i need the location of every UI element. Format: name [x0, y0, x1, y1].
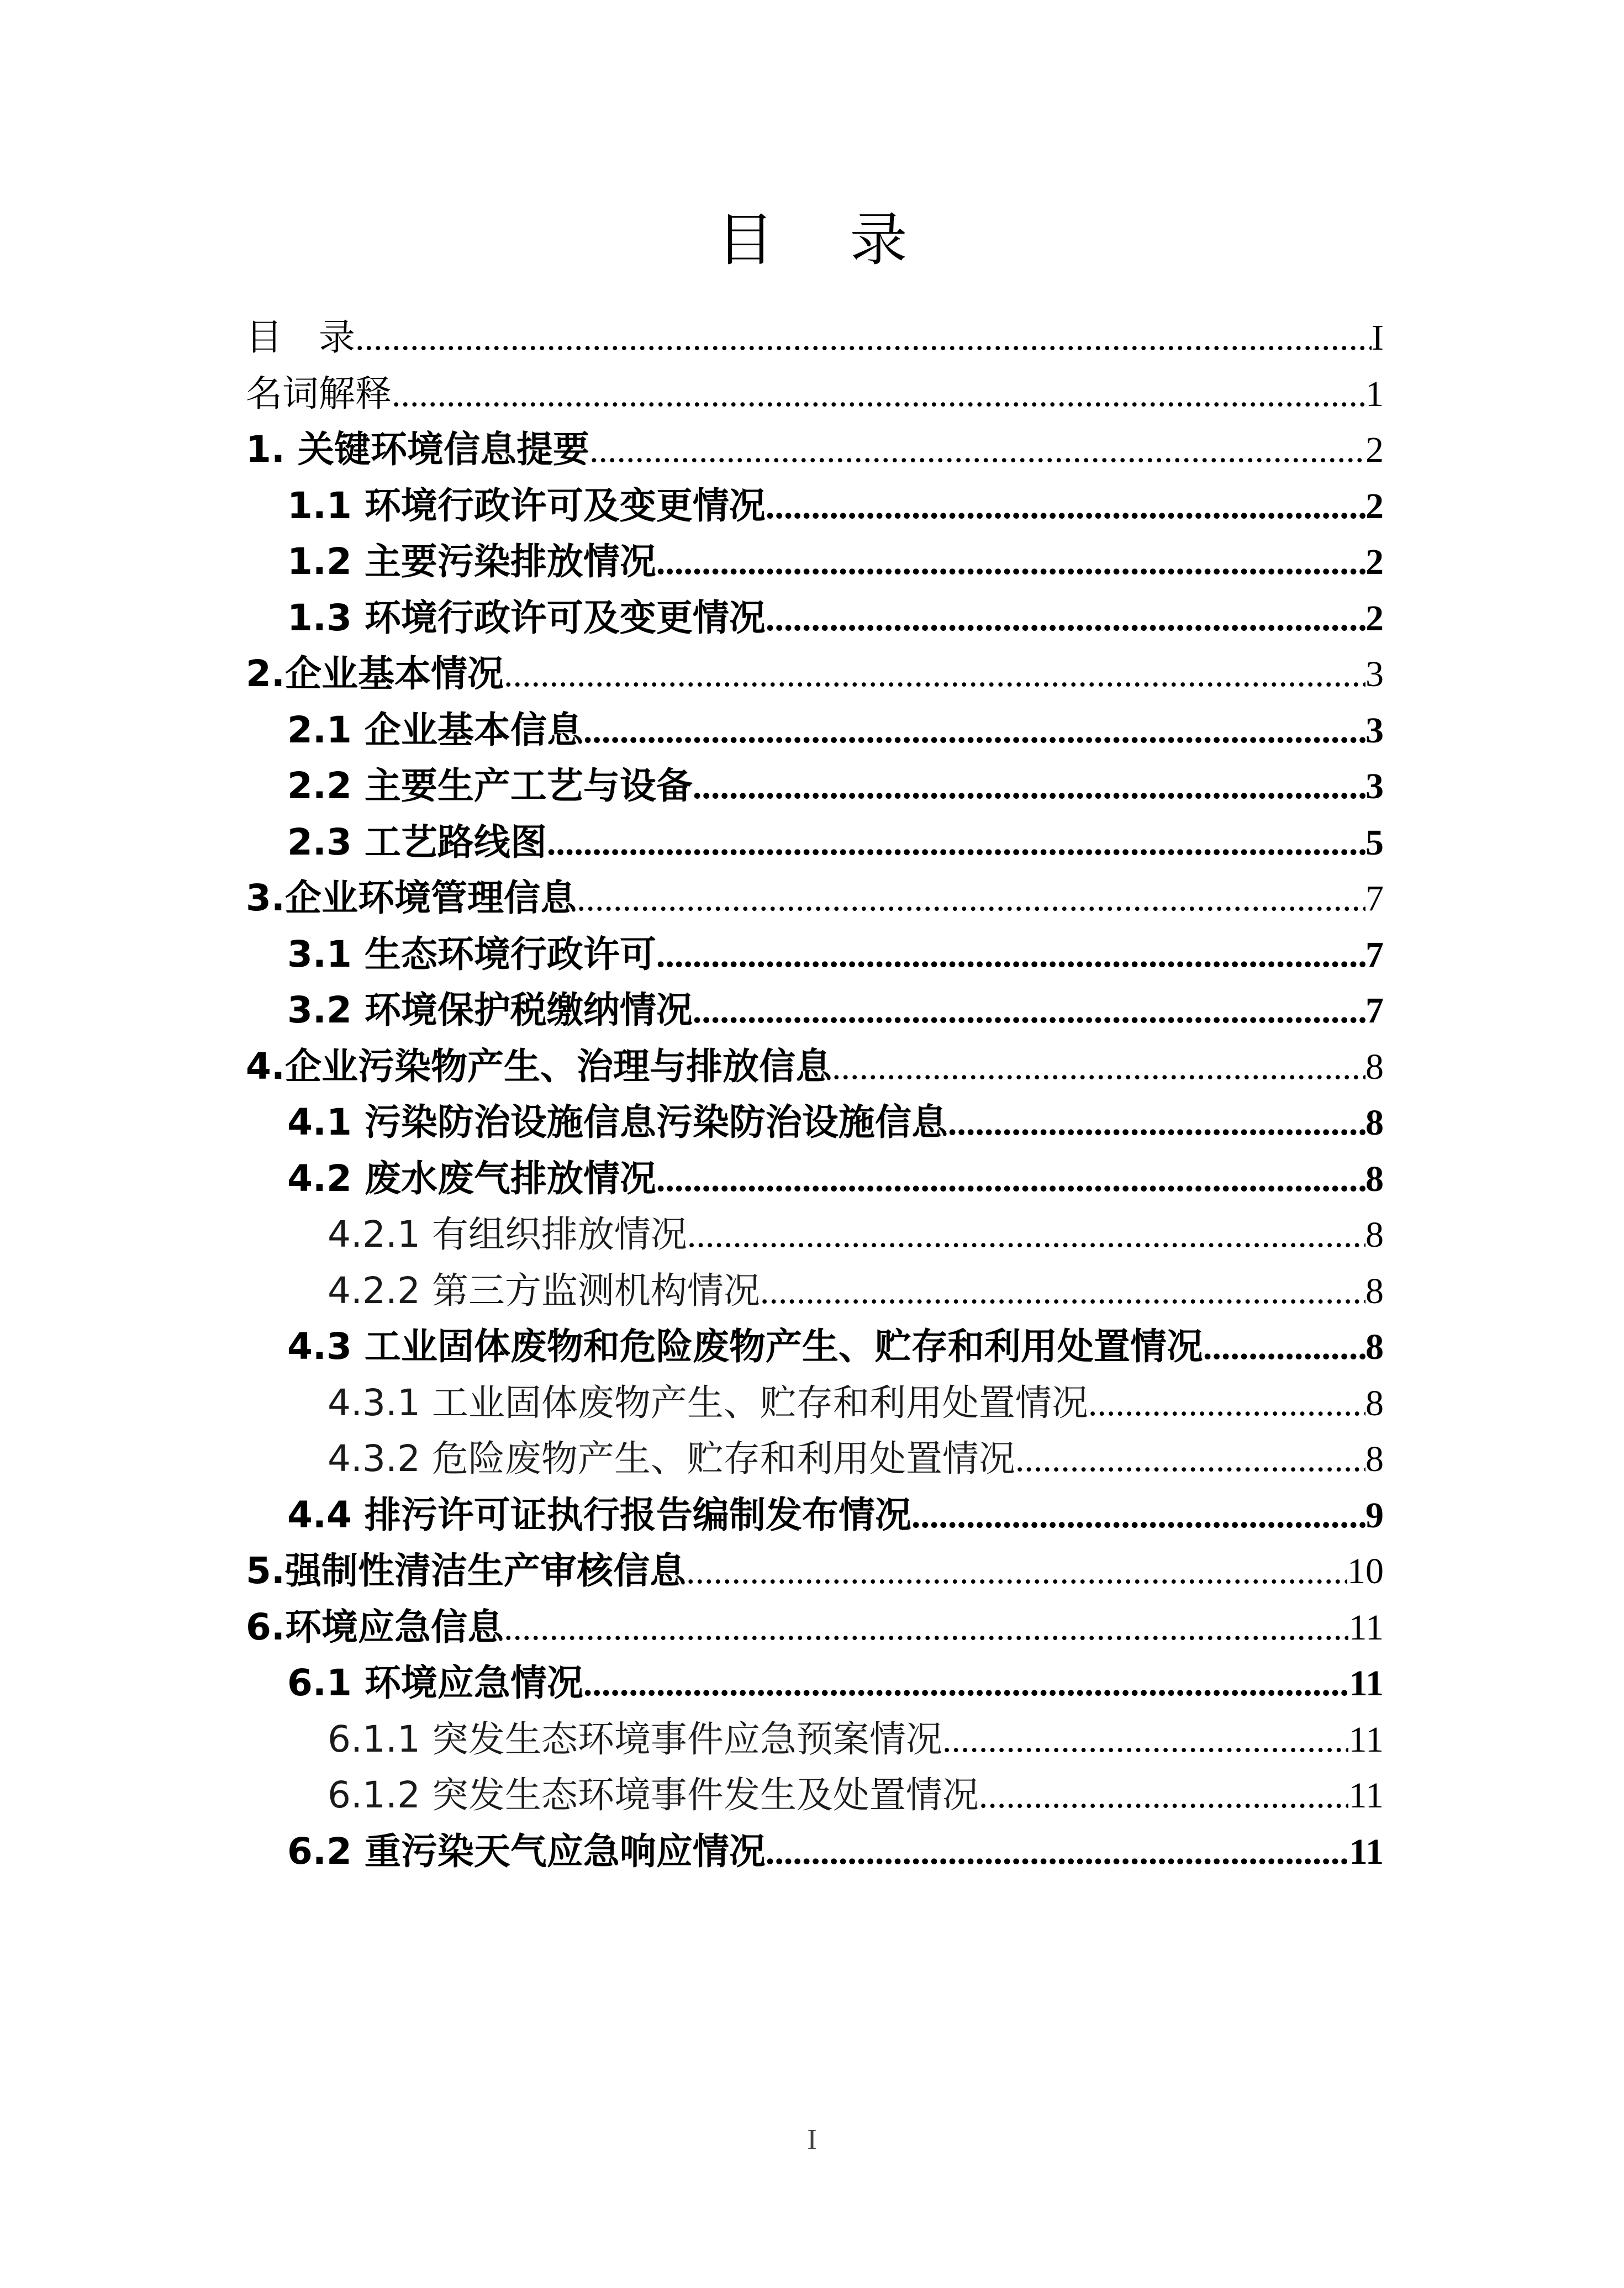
- toc-entry-label: 4.4 排污许可证执行报告编制发布情况: [287, 1493, 911, 1536]
- toc-entry-page: 2: [1365, 598, 1384, 639]
- toc-entry-1-3[interactable]: [246, 590, 1384, 646]
- toc-leader-dots: [656, 534, 1365, 591]
- toc-entry-4-3-2[interactable]: [246, 1431, 1384, 1487]
- toc-entry-contents[interactable]: [246, 309, 1384, 366]
- toc-entry-page: 2: [1365, 486, 1384, 526]
- toc-leader-dots: [693, 758, 1365, 815]
- toc-entry-label: 目 录: [246, 316, 355, 359]
- toc-entry-label: 4.企业污染物产生、治理与排放信息: [246, 1045, 832, 1088]
- toc-entry-4-3-1[interactable]: [246, 1375, 1384, 1431]
- toc-entry-label: 2.企业基本情况: [246, 652, 504, 695]
- toc-entry-label: 4.2.2 第三方监测机构情况: [328, 1269, 760, 1312]
- toc-leader-dots: [911, 1488, 1365, 1544]
- toc-entry-page: 9: [1365, 1495, 1384, 1536]
- toc-entry-2[interactable]: [246, 646, 1384, 702]
- toc-entry-page: 2: [1365, 542, 1384, 582]
- toc-entry-page: 7: [1365, 990, 1384, 1031]
- toc-leader-dots: [1015, 1431, 1365, 1488]
- toc-entry-glossary[interactable]: [246, 366, 1384, 422]
- toc-entry-6[interactable]: [246, 1599, 1384, 1656]
- toc-entry-page: 1: [1365, 373, 1384, 414]
- toc-leader-dots: [583, 703, 1365, 759]
- toc-leader-dots: [766, 1824, 1349, 1880]
- toc-entry-page: 8: [1365, 1103, 1384, 1143]
- toc-entry-page: 11: [1348, 1775, 1384, 1816]
- toc-entry-3-2[interactable]: [246, 982, 1384, 1038]
- toc-entry-label: 4.2 废水废气排放情况: [287, 1157, 656, 1200]
- toc-leader-dots: [766, 478, 1365, 535]
- toc-entry-6-1-1[interactable]: [246, 1711, 1384, 1768]
- toc-leader-dots: [583, 1656, 1349, 1712]
- toc-entry-label: 1. 关键环境信息提要: [246, 428, 589, 471]
- toc-entry-label: 2.3 工艺路线图: [287, 820, 547, 863]
- toc-entry-4-2-1[interactable]: [246, 1206, 1384, 1263]
- toc-entry-label: 1.1 环境行政许可及变更情况: [287, 484, 766, 527]
- toc-leader-dots: [687, 1207, 1365, 1263]
- toc-entry-page: I: [1372, 318, 1384, 358]
- toc-leader-dots: [355, 310, 1372, 366]
- toc-entry-page: 8: [1365, 1215, 1384, 1255]
- toc-entry-2-3[interactable]: [246, 814, 1384, 871]
- toc-entry-4-1[interactable]: [246, 1094, 1384, 1151]
- toc-leader-dots: [979, 1768, 1349, 1824]
- toc-entry-page: 3: [1365, 710, 1384, 751]
- toc-entry-6-1[interactable]: [246, 1655, 1384, 1711]
- toc-leader-dots: [504, 646, 1365, 703]
- toc-entry-page: 7: [1365, 878, 1384, 919]
- toc-leader-dots: [760, 1263, 1365, 1320]
- toc-entry-page: 8: [1365, 1046, 1384, 1087]
- toc-entry-label: 1.2 主要污染排放情况: [287, 540, 656, 583]
- toc-entry-page: 8: [1365, 1158, 1384, 1199]
- toc-entry-3-1[interactable]: [246, 926, 1384, 983]
- toc-leader-dots: [832, 1039, 1365, 1095]
- toc-entry-4-2[interactable]: [246, 1151, 1384, 1207]
- toc-entry-label: 6.1 环境应急情况: [287, 1662, 583, 1704]
- toc-entry-label: 6.2 重污染天气应急响应情况: [287, 1830, 766, 1873]
- toc-entry-2-1[interactable]: [246, 702, 1384, 758]
- toc-entry-2-2[interactable]: [246, 758, 1384, 814]
- page-title: 目 录: [716, 206, 936, 273]
- page-number: I: [807, 2124, 817, 2155]
- toc-leader-dots: [656, 927, 1365, 983]
- toc-entry-page: 8: [1365, 1270, 1384, 1311]
- toc-entry-page: 3: [1365, 654, 1384, 694]
- toc-entry-1-1[interactable]: [246, 478, 1384, 534]
- toc-entry-6-2[interactable]: [246, 1823, 1384, 1880]
- toc-entry-page: 8: [1365, 1439, 1384, 1479]
- toc-entry-page: 5: [1365, 822, 1384, 863]
- toc-entry-5[interactable]: [246, 1543, 1384, 1599]
- toc-entry-label: 1.3 环境行政许可及变更情况: [287, 596, 766, 639]
- toc-entry-label: 2.1 企业基本信息: [287, 708, 583, 751]
- toc-entry-6-1-2[interactable]: [246, 1767, 1384, 1823]
- toc-entry-label: 6.1.2 突发生态环境事件发生及处置情况: [328, 1774, 979, 1816]
- toc-entry-label: 4.3.2 危险废物产生、贮存和利用处置情况: [328, 1437, 1015, 1480]
- toc-entry-4-4[interactable]: [246, 1487, 1384, 1543]
- toc-entry-page: 8: [1365, 1383, 1384, 1424]
- toc-entry-label: 4.1 污染防治设施信息污染防治设施信息: [287, 1101, 948, 1143]
- toc-entry-4-2-2[interactable]: [246, 1263, 1384, 1319]
- toc-entry-page: 11: [1349, 1831, 1384, 1872]
- table-of-contents: [246, 309, 1384, 1879]
- toc-entry-label: 6.1.1 突发生态环境事件应急预案情况: [328, 1717, 942, 1760]
- toc-entry-3[interactable]: [246, 870, 1384, 926]
- toc-entry-1-2[interactable]: [246, 534, 1384, 590]
- toc-leader-dots: [942, 1712, 1349, 1768]
- toc-entry-page: 11: [1348, 1719, 1384, 1760]
- toc-entry-4[interactable]: [246, 1038, 1384, 1095]
- toc-entry-label: 名词解释: [246, 372, 392, 415]
- toc-entry-label: 3.2 环境保护税缴纳情况: [287, 989, 693, 1031]
- toc-entry-page: 7: [1365, 934, 1384, 975]
- toc-leader-dots: [504, 1600, 1348, 1656]
- toc-entry-4-3[interactable]: [246, 1319, 1384, 1375]
- toc-entry-page: 11: [1348, 1607, 1384, 1648]
- toc-entry-page: 11: [1349, 1663, 1384, 1704]
- toc-entry-label: 4.3.1 工业固体废物产生、贮存和利用处置情况: [328, 1381, 1088, 1424]
- toc-entry-label: 4.2.1 有组织排放情况: [328, 1213, 687, 1256]
- toc-leader-dots: [1203, 1319, 1365, 1375]
- toc-leader-dots: [577, 871, 1365, 927]
- toc-entry-label: 5.强制性清洁生产审核信息: [246, 1549, 686, 1592]
- toc-entry-1[interactable]: [246, 421, 1384, 478]
- toc-leader-dots: [392, 366, 1365, 423]
- toc-entry-label: 2.2 主要生产工艺与设备: [287, 765, 693, 807]
- toc-leader-dots: [766, 591, 1365, 647]
- toc-entry-label: 6.环境应急信息: [246, 1605, 504, 1648]
- toc-leader-dots: [547, 815, 1365, 871]
- toc-entry-page: 2: [1365, 430, 1384, 470]
- toc-entry-label: 3.企业环境管理信息: [246, 877, 577, 919]
- toc-leader-dots: [693, 983, 1365, 1039]
- toc-leader-dots: [948, 1095, 1365, 1151]
- toc-entry-page: 3: [1365, 766, 1384, 806]
- toc-leader-dots: [1088, 1375, 1365, 1432]
- toc-leader-dots: [656, 1151, 1365, 1208]
- toc-entry-page: 10: [1347, 1551, 1384, 1591]
- toc-leader-dots: [686, 1543, 1347, 1600]
- toc-leader-dots: [589, 422, 1365, 478]
- toc-entry-page: 8: [1365, 1327, 1384, 1367]
- toc-entry-label: 3.1 生态环境行政许可: [287, 932, 656, 976]
- toc-entry-label: 4.3 工业固体废物和危险废物产生、贮存和利用处置情况: [287, 1325, 1203, 1368]
